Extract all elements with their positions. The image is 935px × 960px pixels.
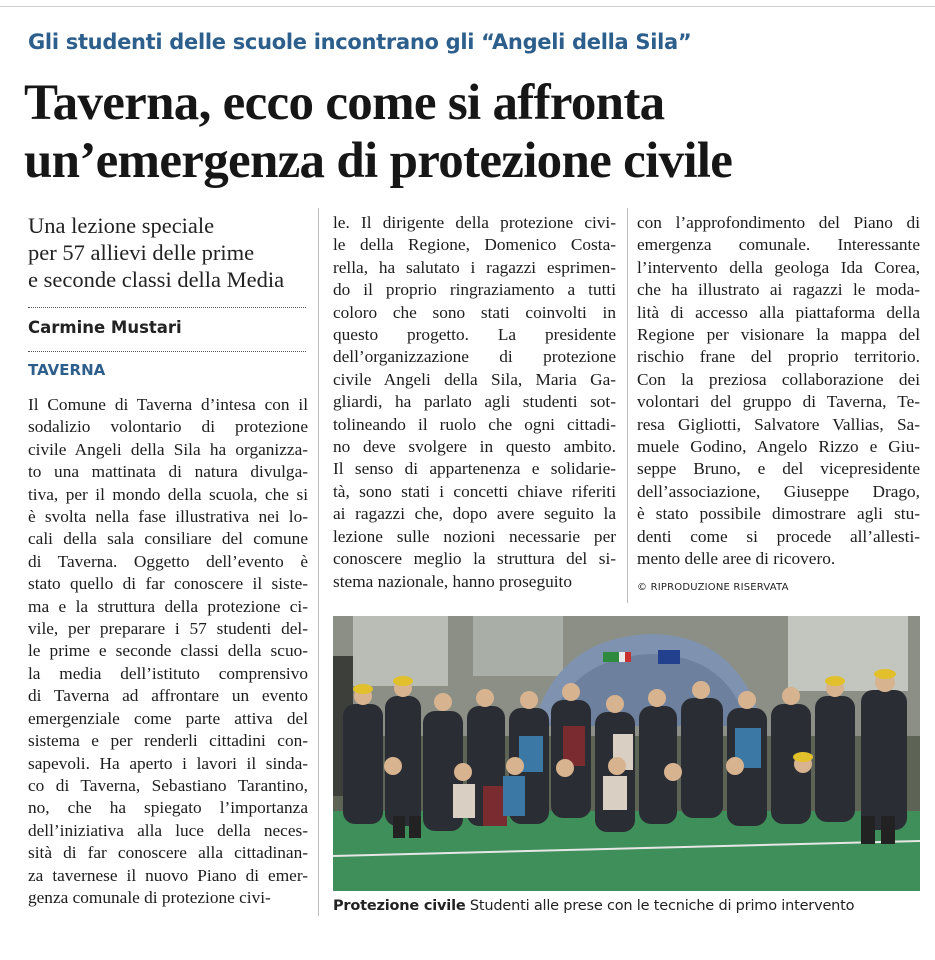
text-line: la media dell’istituto comprensivo (28, 663, 308, 683)
text-line: che ha illustrato ai ragazzi le moda- (637, 280, 920, 300)
text-line: za tavernese il nuovo Piano di emer- (28, 865, 308, 885)
author: Carmine Mustari (28, 318, 182, 337)
top-rule (0, 6, 935, 7)
text-line: vile, per preparare i 57 studenti del- (28, 619, 308, 639)
text-line: tiva, per il mondo della scuola, che si (28, 484, 308, 504)
group-photo (333, 616, 920, 891)
column-rule (318, 208, 319, 916)
text-line: civile Angeli della Sila, Maria Ga- (333, 369, 616, 389)
text-line: stato quello di far conoscere il siste- (28, 574, 308, 594)
text-line: denti come si procede all’allesti- (637, 526, 920, 546)
text-line: è svolta nella fase illustrativa nei lo- (28, 507, 308, 527)
group-photo-image (333, 616, 920, 891)
text-line: di Taverna ad affrontare un evento (28, 686, 308, 706)
text-line: do il proprio ringraziamento a tutti (333, 280, 616, 300)
divider (28, 351, 306, 352)
text-line: Il Comune di Taverna d’intesa con il (28, 395, 308, 414)
text-line: resa Gigliotti, Salvatore Vallias, Sa- (637, 414, 920, 434)
text-line: sapevoli. Ha aperto i lavori il sinda- (28, 753, 308, 773)
text-line: no, che ha spiegato l’importanza (28, 798, 308, 818)
text-line: l’intervento della geologa Ida Corea, (637, 257, 920, 277)
text-line: to una mattinata di natura divulga- (28, 462, 308, 482)
text-line: coloro che sono stati coinvolti in (333, 302, 616, 322)
kicker: Gli studenti delle scuole incontrano gli “Angeli della Sila” (28, 30, 692, 54)
text-line: le prime e seconde classi della scuo- (28, 641, 308, 661)
text-line: ma e la struttura della protezione ci- (28, 596, 308, 616)
subtitle (28, 212, 318, 293)
text-line: sodalizio volontario di protezione (28, 417, 308, 437)
text-line: di Taverna. Oggetto dell’evento è (28, 551, 308, 571)
text-line: Con la preziosa collaborazione dei (637, 369, 920, 389)
text-line: civile Angeli della Sila ha organizza- (28, 439, 308, 459)
text-line: tolineando il ruolo che ogni cittadi- (333, 414, 616, 434)
text-line: emergenziale come parte attiva del (28, 708, 308, 728)
text-line: gliardi, ha parlato agli studenti sot- (333, 392, 616, 412)
text-line: emergenza comunale. Interessante (637, 235, 920, 255)
text-line: lità di accesso alla piattaforma della (637, 302, 920, 322)
subtitle-line-1: Una lezione speciale (28, 213, 215, 238)
text-line: Regione per visionare la mappa del (637, 325, 920, 345)
subtitle-line-2: per 57 allievi delle prime (28, 240, 255, 265)
divider (28, 307, 306, 308)
text-line: tà, sono stati i concetti chiave riferiti (333, 481, 616, 501)
photo-caption (333, 898, 923, 914)
headline-line-2: un’emergenza di protezione civile (24, 133, 733, 189)
text-line: le. Il dirigente della protezione civi- (333, 213, 616, 232)
text-line: volontari del gruppo di Taverna, Te- (637, 392, 920, 412)
text-line: co di Taverna, Sebastiano Tarantino, (28, 775, 308, 795)
text-line: seppe Bruno, e del vicepresidente (637, 459, 920, 479)
text-line: genza comunale di protezione civi- (28, 887, 271, 907)
article-column-3 (637, 212, 920, 571)
text-line: dell’iniziativa alla luce della neces- (28, 820, 308, 840)
text-line: ai ragazzi che, dopo avere seguito la (333, 504, 616, 524)
text-line: le della Regione, Domenico Costa- (333, 235, 616, 255)
article-column-1 (28, 394, 308, 909)
text-line: rella, ha salutato i ragazzi esprimen- (333, 257, 616, 277)
text-line: stema nazionale, hanno proseguito (333, 571, 572, 591)
dateline: TAVERNA (28, 361, 106, 379)
caption-text: Studenti alle prese con le tecniche di primo intervento (469, 898, 855, 914)
copyright-note: © RIPRODUZIONE RISERVATA (637, 582, 789, 593)
article-column-2 (333, 212, 616, 593)
text-line: dell’organizzazione di protezione (333, 347, 616, 367)
headline (24, 74, 914, 190)
column-rule (627, 208, 628, 603)
text-line: muele Godino, Angelo Rizzo e Giu- (637, 437, 920, 457)
subtitle-line-3: e seconde classi della Media (28, 267, 285, 292)
text-line: è stato possibile dimostrare agli stu- (637, 504, 920, 524)
text-line: dell’associazione, Giuseppe Drago, (637, 481, 920, 501)
text-line: sistema e per renderli cittadini con- (28, 731, 308, 751)
text-line: conoscere meglio la struttura del si- (333, 549, 616, 569)
text-line: con l’approfondimento del Piano di (637, 213, 920, 232)
text-line: sità di far conoscere alla cittadinan- (28, 843, 308, 863)
text-line: questo progetto. La presidente (333, 325, 616, 345)
text-line: Il senso di appartenenza e solidarie- (333, 459, 616, 479)
text-line: lezione sulle nozioni necessarie per (333, 526, 616, 546)
text-line: cali della sala consiliare del comune (28, 529, 308, 549)
text-line: rischio frane del proprio territorio. (637, 347, 920, 367)
text-line: mento delle aree di ricovero. (637, 549, 836, 569)
caption-label: Protezione civile (333, 898, 466, 914)
text-line: no deve svolgere in questo ambito. (333, 437, 616, 457)
headline-line-1: Taverna, ecco come si affronta (24, 75, 665, 131)
